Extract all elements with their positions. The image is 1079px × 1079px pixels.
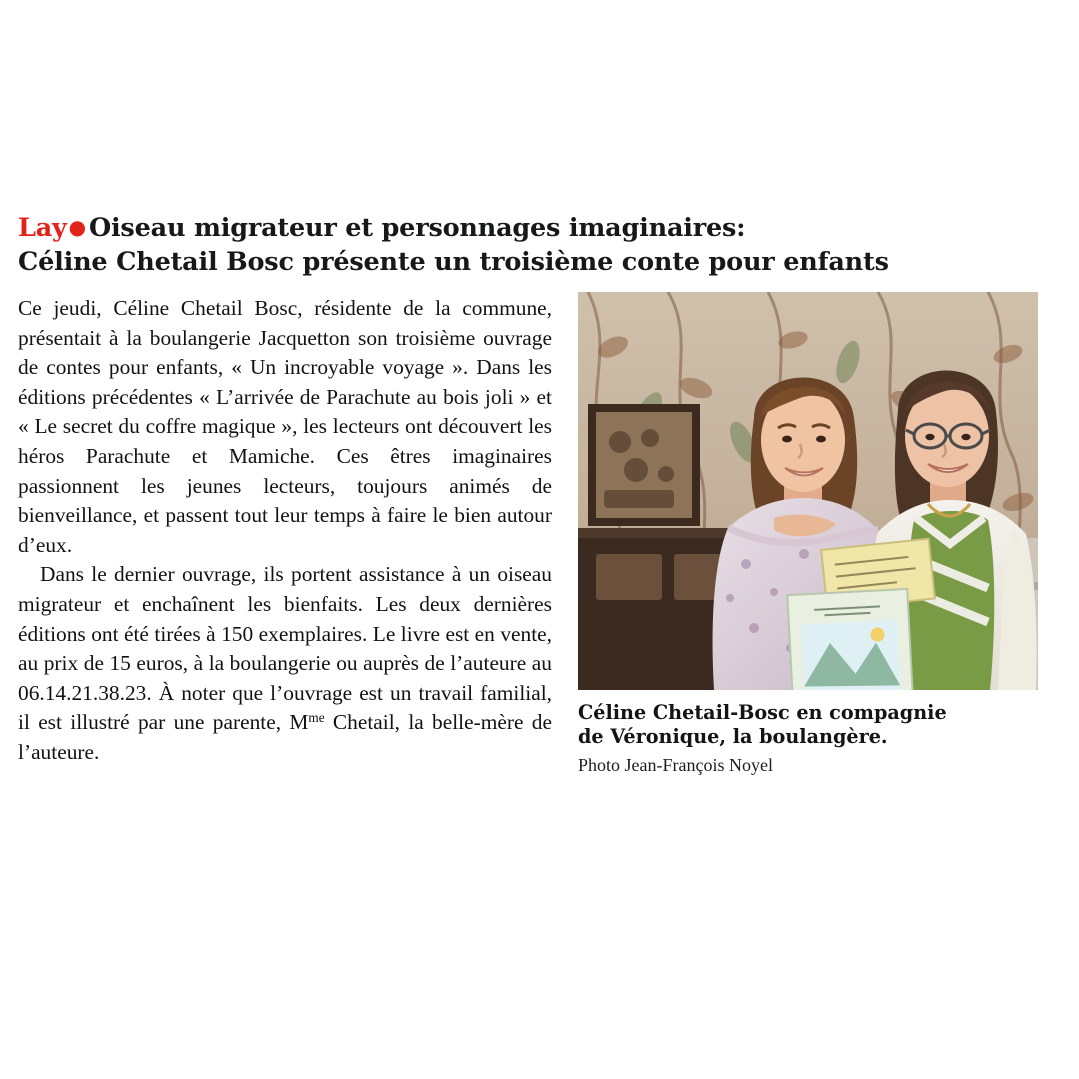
text-column xyxy=(18,292,552,768)
photo-caption xyxy=(578,701,1038,749)
headline-line-2: Céline Chetail Bosc présente un troisième conte pour enfants xyxy=(18,247,889,277)
photo-column xyxy=(578,292,1038,776)
paragraph-2-superscript: me xyxy=(308,710,325,726)
page-title xyxy=(18,212,1030,278)
photo-caption-line-1: Céline Chetail-Bosc en compagnie xyxy=(578,701,947,724)
headline-line-1: Oiseau migrateur et personnages imaginaires: xyxy=(88,213,746,243)
paragraph-2 xyxy=(18,560,552,767)
article-body xyxy=(18,292,1030,776)
photo-credit: Photo Jean-François Noyel xyxy=(578,755,773,775)
article xyxy=(18,212,1030,776)
article-photo xyxy=(578,292,1038,690)
paragraph-2-part-1: Dans le dernier ouvrage, ils portent assistance à un oiseau migrateur et enchaînent les bienfaits. Les deux dernières éditions ont été tirées à 150 exemplaires. Le livre est en vente, au prix de 15 euros, à la boulangerie ou auprès de l’auteure au 06.14.21.38.23. À noter que l’ouvrage est un travail familial, il est illustré par une parente, M xyxy=(18,562,552,735)
locality-kicker: Lay xyxy=(18,213,67,243)
photo-illustration xyxy=(578,292,1038,690)
bullet-separator-icon: ● xyxy=(68,215,86,239)
paragraph-2-part-2: Chetail, la belle-mère de l’auteure. xyxy=(18,710,552,764)
photo-caption-line-2: de Véronique, la boulangère. xyxy=(578,725,888,748)
paragraph-1: Ce jeudi, Céline Chetail Bosc, résidente de la commune, présentait à la boulangerie Jacquetton son troisième ouvrage de contes pour enfants, « Un incroyable voyage ». Dans les éditions précédentes « L’arrivée de Parachute au bois joli » et « Le secret du coffre magique », les lecteurs ont découvert les héros Parachute et Mamiche. Ces êtres imaginaires passionnent les jeunes lecteurs, toujours animés de bienveillance, et passent tout leur temps à faire le bien autour d’eux. xyxy=(18,296,552,557)
